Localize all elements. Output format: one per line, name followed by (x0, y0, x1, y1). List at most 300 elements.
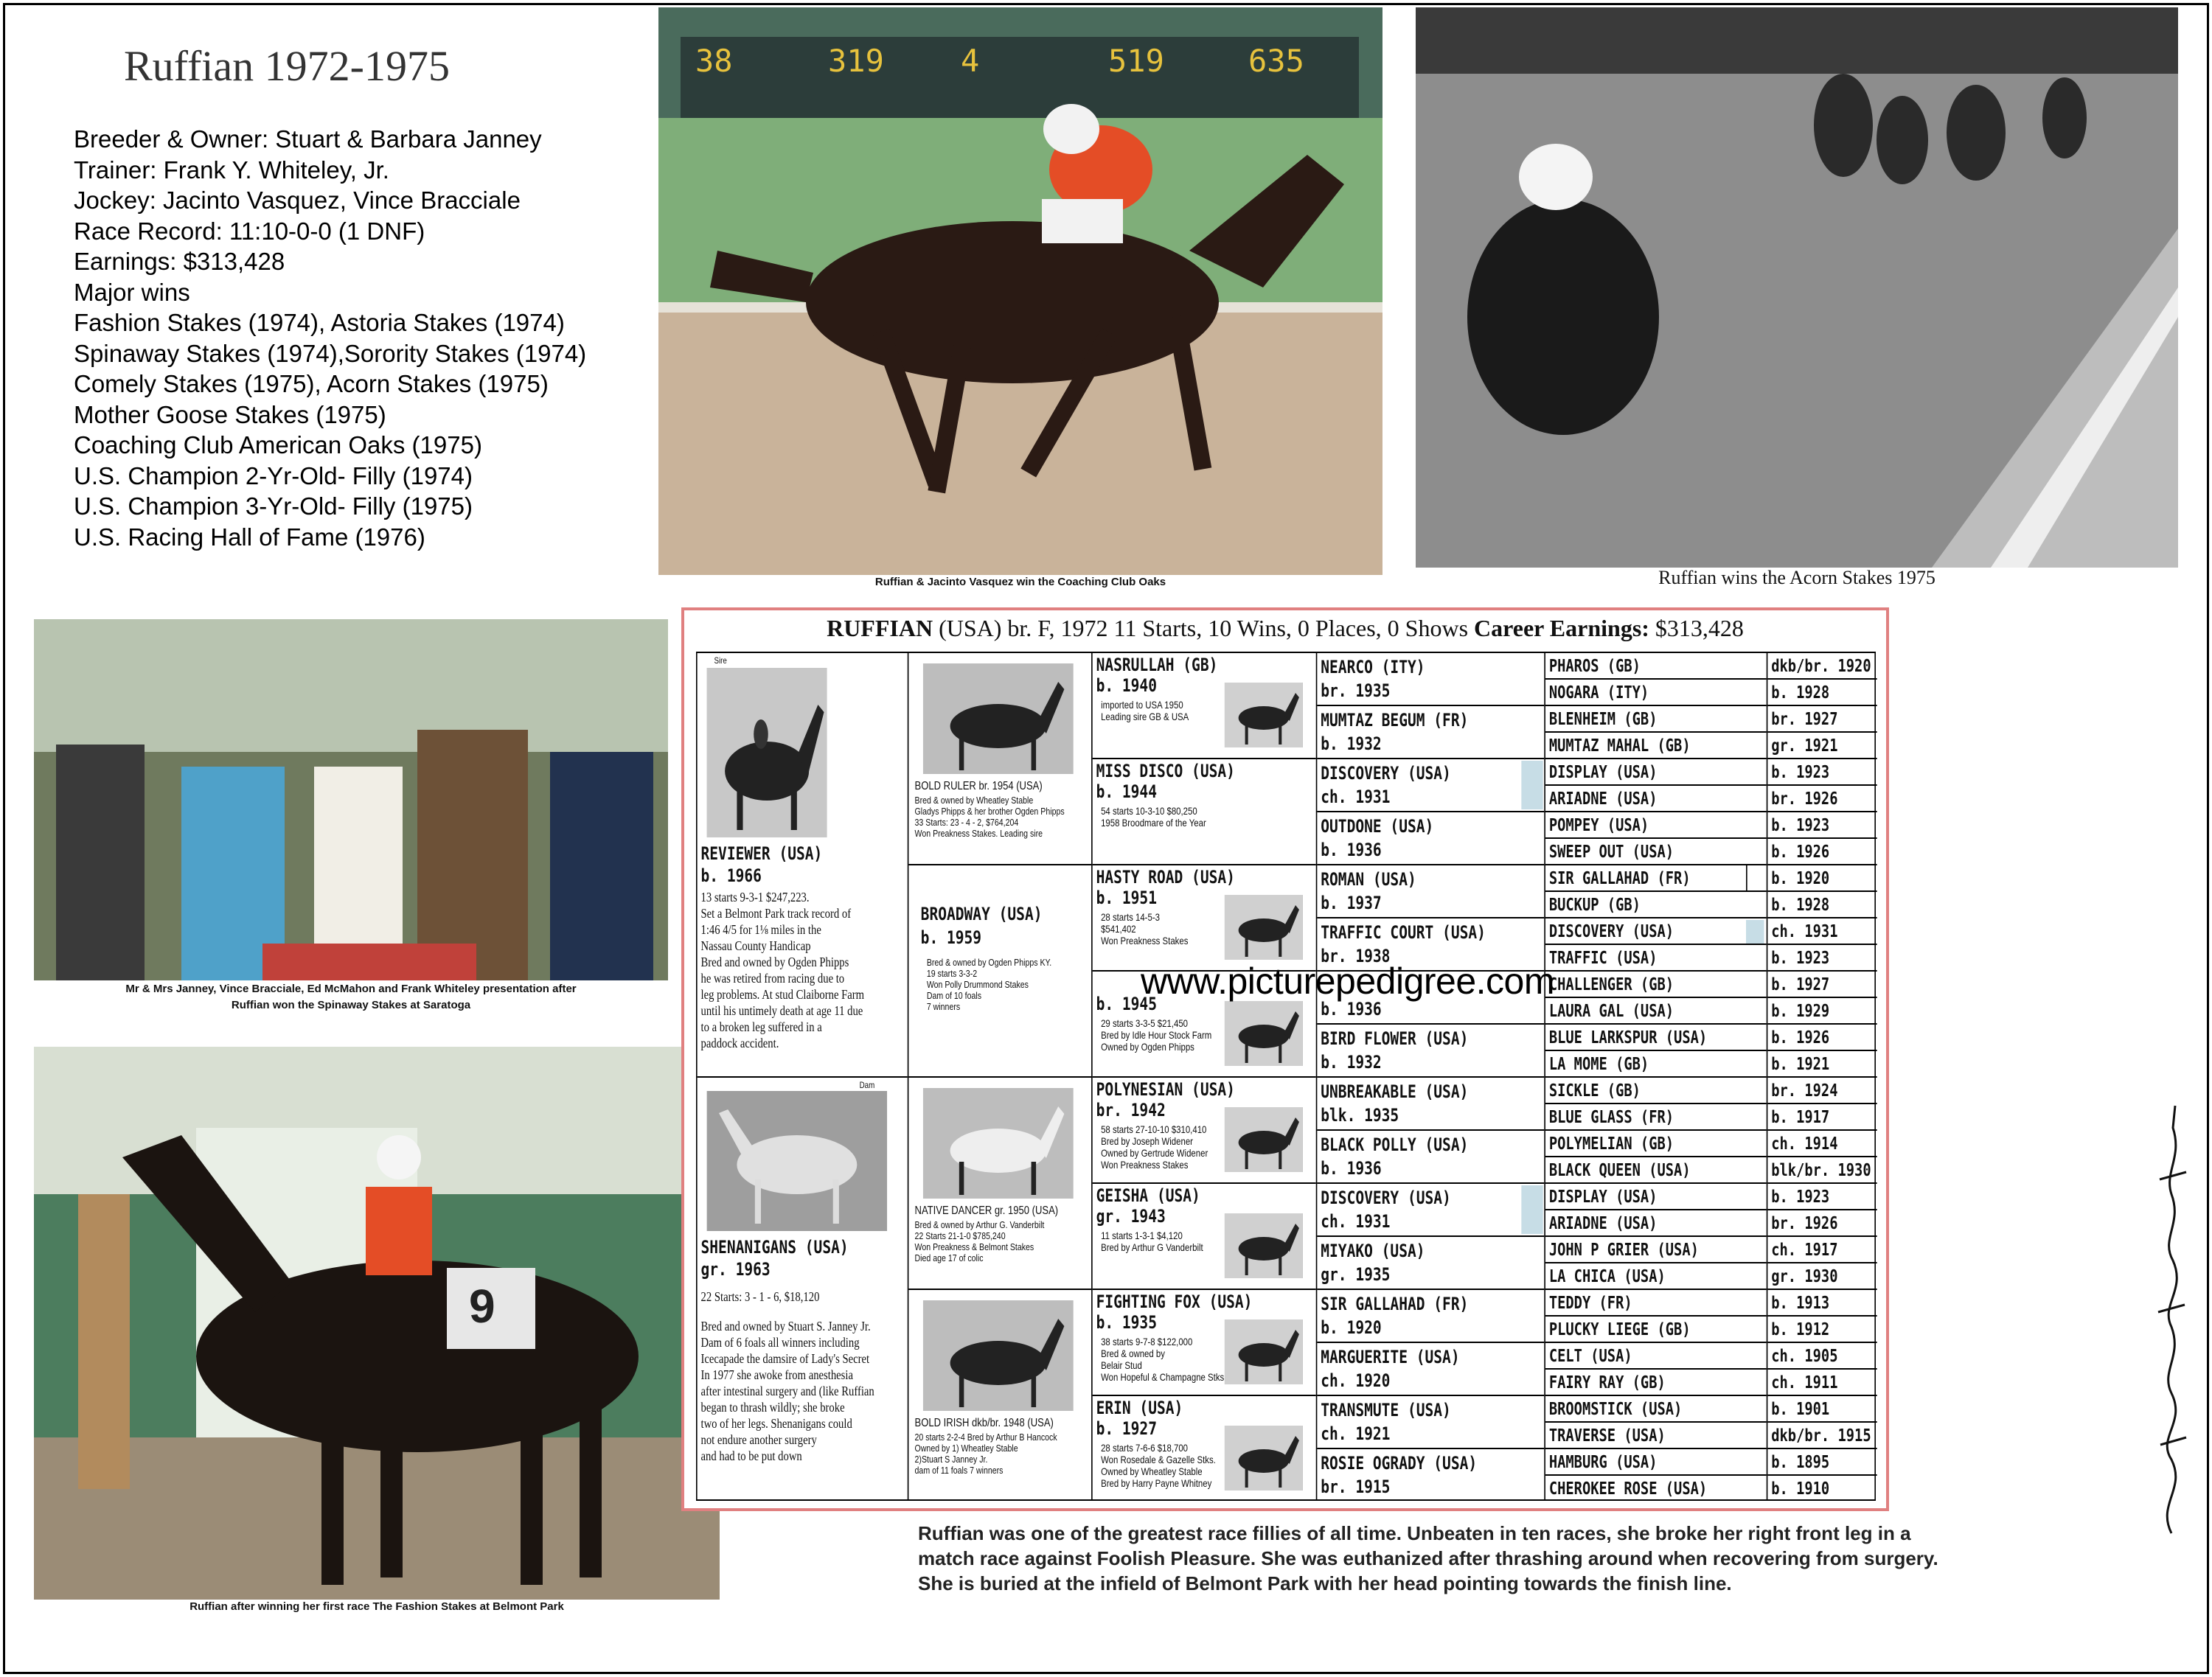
ancestor-photo (1225, 1001, 1303, 1066)
ancestor-photo (1225, 895, 1303, 960)
spinaway-presentation-photo (34, 619, 668, 980)
sire-label: Sire (714, 655, 727, 666)
gen5-name-row (1545, 865, 1767, 892)
ancestor-year: b. 1935 (1096, 1312, 1157, 1333)
note-line: Dam of 6 foals all winners including (700, 1335, 860, 1350)
gen5-name-row (1545, 998, 1767, 1025)
gen5-name-row (1545, 1078, 1767, 1104)
gen4-cell (1317, 1290, 1544, 1343)
gen5-name-row (1545, 1317, 1767, 1343)
gen5-name-row (1545, 1237, 1767, 1263)
ancestor-name: LAURA GAL (USA) (1548, 1002, 1674, 1021)
ancestor-name: BUCKUP (GB) (1548, 896, 1641, 915)
note-line: until his untimely death at age 11 due (700, 1003, 863, 1018)
ancestor-name: DISPLAY (USA) (1548, 763, 1658, 782)
note-line: 2)Stuart S Janney Jr. (914, 1454, 988, 1465)
gen5-row (1767, 680, 1877, 706)
ancestor-name: TRAFFIC COURT (USA) (1321, 922, 1486, 943)
ancestor-year: ch. 1931 (1321, 787, 1391, 807)
ancestor-photo (923, 663, 1074, 774)
ancestor-year: b. 1937 (1321, 893, 1382, 913)
dam-notes (701, 1318, 905, 1464)
ancestor-name: LA MOME (GB) (1548, 1055, 1649, 1074)
gen3-cell (1093, 1184, 1316, 1290)
ancestor-name: ERIN (USA) (1096, 1398, 1183, 1418)
ancestor-notes (915, 1219, 1045, 1263)
ancestor-year: b. 1926 (1771, 843, 1830, 862)
gen5-name-row (1545, 1370, 1767, 1396)
ancestor-year: b. 1959 (920, 927, 982, 948)
ancestor-name: BLUE GLASS (FR) (1548, 1108, 1674, 1127)
info-line: Race Record: 11:10-0-0 (1 DNF) (74, 217, 425, 245)
earnings-value: $313,428 (1649, 615, 1744, 641)
ancestor-year: ch. 1914 (1771, 1134, 1838, 1154)
ancestor-name: BLACK POLLY (USA) (1321, 1134, 1469, 1155)
ancestor-name: CELT (USA) (1548, 1347, 1632, 1366)
scoreboard-3: 4 (961, 43, 980, 79)
note-line: 28 starts 14-5-3 (1101, 911, 1160, 923)
gen5-row (1767, 1449, 1877, 1476)
gen5-row (1767, 1476, 1877, 1502)
note-line: Owned by Ogden Phipps (1101, 1041, 1194, 1053)
note-line: dam of 11 foals 7 winners (914, 1465, 1004, 1476)
ancestor-photo (923, 1088, 1074, 1199)
ancestor-year: b. 1910 (1771, 1479, 1830, 1499)
gen5-name-row (1545, 1290, 1767, 1317)
ancestor-year: b. 1923 (1771, 816, 1830, 835)
ancestor-name: ARIADNE (USA) (1548, 789, 1658, 809)
ancestor-name: ROSIE OGRADY (USA) (1321, 1453, 1478, 1474)
info-line: U.S. Champion 3-Yr-Old- Filly (1975) (74, 492, 473, 520)
saddle-cloth-number: 9 (469, 1280, 495, 1333)
note-line: 58 starts 27-10-10 $310,410 (1101, 1123, 1207, 1135)
gen5-row (1767, 1263, 1877, 1290)
gen4-cell (1317, 706, 1544, 759)
gen5-name-row (1545, 653, 1767, 680)
dam-photo (707, 1091, 887, 1231)
ancestor-notes (915, 1432, 1057, 1476)
gen5-name-row (1545, 945, 1767, 972)
note-line: Bred and owned by Stuart S. Janney Jr. (700, 1319, 871, 1333)
gen5-column (1767, 653, 1877, 1499)
ancestor-name: TEDDY (FR) (1548, 1294, 1632, 1313)
ancestor-year: b. 1926 (1771, 1028, 1830, 1047)
gen5-names-column (1545, 653, 1767, 1499)
ancestor-year: ch. 1917 (1771, 1241, 1838, 1260)
dam-name: SHENANIGANS (USA) (700, 1237, 849, 1258)
gen2-cell (908, 653, 1091, 865)
ancestor-name: DISCOVERY (USA) (1321, 763, 1451, 784)
ancestor-name: PHAROS (GB) (1548, 657, 1641, 676)
ancestor-name: OUTDONE (USA) (1321, 816, 1434, 837)
ancestor-name: TRAFFIC (USA) (1548, 949, 1658, 968)
gen2-cell (908, 1078, 1091, 1290)
ancestor-name: NEARCO (ITY) (1321, 657, 1425, 677)
info-line: Fashion Stakes (1974), Astoria Stakes (1974) (74, 309, 565, 336)
duplicate-marker (1746, 920, 1764, 944)
note-line: leg problems. At stud Claiborne Farm (700, 987, 865, 1002)
dam-year: gr. 1963 (700, 1259, 771, 1280)
ancestor-year: gr. 1930 (1771, 1267, 1838, 1286)
note-line: 1:46 4/5 for 1⅛ miles in the (700, 922, 821, 937)
note-line: began to thrash wildly; she broke (700, 1400, 845, 1415)
ancestor-name: SICKLE (GB) (1548, 1081, 1641, 1101)
gen5-name-row (1545, 839, 1767, 865)
gen5-name-row (1545, 812, 1767, 839)
note-line: Owned by 1) Wheatley Stable (914, 1443, 1018, 1454)
ancestor-notes (1101, 1442, 1216, 1489)
sire-name: REVIEWER (USA) (700, 843, 823, 864)
ancestor-name: ARIADNE (USA) (1548, 1214, 1658, 1233)
gen5-row (1767, 998, 1877, 1025)
note-line: not endure another surgery (700, 1432, 817, 1447)
pedigree-chart (681, 607, 1889, 1511)
gen5-row (1767, 1025, 1877, 1051)
horse-summary: (USA) br. F, 1972 11 Starts, 10 Wins, 0 Places, 0 Shows (933, 615, 1475, 641)
photo3-caption-line2: Ruffian won the Spinaway Stakes at Saratoga (231, 999, 471, 1011)
ancestor-photo (1225, 1107, 1303, 1172)
gen5-name-row (1545, 1104, 1767, 1131)
ancestor-name: POMPEY (USA) (1548, 816, 1649, 835)
ancestor-year: b. 1932 (1321, 733, 1382, 754)
gen4-column (1317, 653, 1545, 1499)
note-line: and had to be put down (700, 1448, 802, 1463)
gen5-row (1767, 759, 1877, 786)
ancestor-year: b. 1936 (1321, 840, 1382, 860)
ancestor-year: b. 1928 (1771, 683, 1830, 702)
ancestor-notes (1101, 699, 1189, 722)
ancestor-name: POLYMELIAN (GB) (1548, 1134, 1674, 1154)
note-line: $541,402 (1101, 923, 1136, 935)
note-line: Won Preakness Stakes (1101, 935, 1189, 946)
ancestor-name: FIGHTING FOX (USA) (1096, 1291, 1253, 1312)
gen5-name-row (1545, 1210, 1767, 1237)
ancestor-name: MISS DISCO (USA) (1096, 761, 1235, 781)
gen5-row (1767, 865, 1877, 892)
ancestor-year: b. 1923 (1771, 763, 1830, 782)
ancestor-year: gr. 1943 (1096, 1206, 1166, 1227)
ancestor-name: NOGARA (ITY) (1548, 683, 1649, 702)
gen2-cell (908, 1290, 1091, 1502)
ancestor-name: PLUCKY LIEGE (GB) (1548, 1320, 1691, 1339)
note-line: Bred & owned by Arthur G. Vanderbilt (914, 1219, 1045, 1230)
ancestor-year: b. 1936 (1321, 999, 1382, 1019)
ancestor-year: br. 1935 (1321, 680, 1391, 701)
ancestor-year: blk/br. 1930 (1771, 1161, 1871, 1180)
note-line: In 1977 she awoke from anesthesia (700, 1367, 853, 1382)
ancestor-year: ch. 1931 (1771, 922, 1838, 941)
ancestor-notes (1101, 1123, 1208, 1171)
ancestor-year: b. 1920 (1771, 869, 1830, 888)
ancestor-name: NASRULLAH (GB) (1096, 655, 1218, 675)
gen5-row (1767, 972, 1877, 998)
duplicate-marker (1521, 1185, 1543, 1234)
ancestor-name: TRANSMUTE (USA) (1321, 1400, 1451, 1420)
info-line: U.S. Racing Hall of Fame (1976) (74, 523, 425, 551)
note-line: Bred by Harry Payne Whitney (1101, 1477, 1212, 1489)
gen5-name-row (1545, 1396, 1767, 1423)
info-line: Major wins (74, 278, 190, 306)
gen5-name-row (1545, 1025, 1767, 1051)
ancestor-year: b. 1945 (1096, 994, 1157, 1014)
gen5-row (1767, 1423, 1877, 1449)
gen4-cell (1317, 653, 1544, 706)
note-line: 11 starts 1-3-1 $4,120 (1101, 1230, 1183, 1241)
gen5-name-row (1545, 680, 1767, 706)
ancestor-year: br. 1938 (1321, 946, 1391, 966)
ancestor-year: b. 1928 (1771, 896, 1830, 915)
gen5-row (1767, 839, 1877, 865)
sire-photo (707, 668, 827, 837)
gen5-name-row (1545, 972, 1767, 998)
ancestor-name: LA CHICA (USA) (1548, 1267, 1666, 1286)
ancestor-year: blk. 1935 (1321, 1105, 1399, 1126)
sire-year: b. 1966 (700, 865, 762, 886)
note-line: Bred by Arthur G Vanderbilt (1101, 1241, 1203, 1253)
scoreboard-2: 319 (828, 43, 884, 79)
ancestor-year: b. 1895 (1771, 1453, 1830, 1472)
gen5-row (1767, 918, 1877, 945)
note-line: 28 starts 7-6-6 $18,700 (1101, 1442, 1189, 1454)
ancestor-year: b. 1940 (1096, 675, 1157, 696)
ancestor-year: br. 1926 (1771, 789, 1838, 809)
info-line: Breeder & Owner: Stuart & Barbara Janney (74, 125, 542, 153)
ancestor-name: DISCOVERY (USA) (1321, 1188, 1451, 1208)
ancestor-name: MARGUERITE (USA) (1321, 1347, 1460, 1367)
ancestor-name: FAIRY RAY (GB) (1548, 1373, 1666, 1392)
gen5-name-row (1545, 1449, 1767, 1476)
ancestor-year: b. 1951 (1096, 888, 1157, 908)
note-line: Bred & owned by Wheatley Stable (914, 795, 1034, 806)
note-line: Won Preakness Stakes. Leading sire (914, 828, 1043, 839)
gen5-row (1767, 1370, 1877, 1396)
gen5-name-row (1545, 1423, 1767, 1449)
ancestor-year: br. 1915 (1321, 1476, 1391, 1497)
info-line: U.S. Champion 2-Yr-Old- Filly (1974) (74, 461, 473, 489)
coaching-club-oaks-photo (658, 7, 1382, 575)
note-line: 1958 Broodmare of the Year (1101, 817, 1206, 829)
ancestor-year: b. 1936 (1321, 1158, 1382, 1179)
handwritten-signature (2142, 1091, 2201, 1548)
gen4-cell (1317, 1396, 1544, 1449)
gen5-name-row (1545, 733, 1767, 759)
note-line: 29 starts 3-3-5 $21,450 (1101, 1017, 1189, 1029)
ancestor-name: DISCOVERY (USA) (1548, 922, 1674, 941)
ancestor-notes (1101, 1336, 1224, 1383)
ancestor-title: BROADWAY (USA) (920, 904, 1043, 924)
note-line: imported to USA 1950 (1101, 699, 1183, 711)
ancestor-name: HAMBURG (USA) (1548, 1453, 1658, 1472)
ancestor-year: dkb/br. 1915 (1771, 1426, 1871, 1446)
gen5-row (1767, 812, 1877, 839)
ancestor-name: SWEEP OUT (USA) (1548, 843, 1674, 862)
photo2-caption: Ruffian wins the Acorn Stakes 1975 (1658, 567, 1935, 588)
dam-label: Dam (859, 1080, 875, 1090)
ancestor-photo (1225, 683, 1303, 747)
ancestor-photo (1225, 1213, 1303, 1278)
gen5-name-row (1545, 1263, 1767, 1290)
ancestor-name: BROOMSTICK (USA) (1548, 1400, 1683, 1419)
ancestor-year: ch. 1905 (1771, 1347, 1838, 1366)
ancestor-name: SIR GALLAHAD (FR) (1321, 1294, 1469, 1314)
ancestor-year: gr. 1921 (1771, 736, 1838, 756)
ancestor-notes (1101, 911, 1188, 946)
gen5-name-row (1545, 1476, 1767, 1502)
ancestor-year: b. 1927 (1096, 1418, 1157, 1439)
ancestor-year: b. 1944 (1096, 781, 1157, 802)
ancestor-year: br. 1926 (1771, 1214, 1838, 1233)
gen3-cell (1093, 653, 1316, 759)
info-line: Jockey: Jacinto Vasquez, Vince Bracciale (74, 186, 521, 214)
note-line: Gladys Phipps & her brother Ogden Phipps (914, 806, 1065, 817)
gen3-cell (1093, 1396, 1316, 1502)
photo1-caption: Ruffian & Jacinto Vasquez win the Coaching Club Oaks (874, 576, 1166, 588)
note-line: two of her legs. Shenanigans could (700, 1416, 852, 1431)
note-line: Owned by Wheatley Stable (1101, 1465, 1203, 1477)
gen5-row (1767, 1184, 1877, 1210)
info-line: Comely Stakes (1975), Acorn Stakes (1975) (74, 370, 549, 397)
gen5-row (1767, 1290, 1877, 1317)
horse-name: RUFFIAN (827, 615, 933, 641)
gen4-cell (1317, 1184, 1544, 1237)
gen5-row (1767, 892, 1877, 918)
ancestor-year: br. 1924 (1771, 1081, 1838, 1101)
ancestor-name: CHALLENGER (GB) (1548, 975, 1674, 994)
ancestor-name: BLENHEIM (GB) (1548, 710, 1658, 729)
note-line: 20 starts 2-2-4 Bred by Arthur B Hancock (914, 1432, 1057, 1443)
gen3-cell (1093, 865, 1316, 972)
note-line: Died age 17 of colic (914, 1252, 984, 1263)
ancestor-year: ch. 1931 (1321, 1211, 1391, 1232)
gen5-name-row (1545, 892, 1767, 918)
gen5-row (1767, 1396, 1877, 1423)
fashion-stakes-photo (34, 1047, 720, 1600)
note-line: Leading sire GB & USA (1101, 711, 1189, 722)
sire-cell (698, 653, 908, 1078)
note-line: Bred & owned by Ogden Phipps KY. (926, 957, 1052, 968)
ancestor-year: gr. 1935 (1321, 1264, 1391, 1285)
ancestor-name: POLYNESIAN (USA) (1096, 1079, 1235, 1100)
ancestor-name: HASTY ROAD (USA) (1096, 867, 1235, 888)
info-line: Mother Goose Stakes (1975) (74, 400, 386, 428)
scoreboard-5: 635 (1248, 43, 1304, 79)
ancestor-name: GEISHA (USA) (1096, 1185, 1200, 1206)
ancestor-year: ch. 1921 (1321, 1423, 1391, 1444)
gen4-cell (1317, 1449, 1544, 1502)
ancestor-year: ch. 1911 (1771, 1373, 1838, 1392)
info-line: Earnings: $313,428 (74, 248, 285, 275)
gen5-name-row (1545, 1343, 1767, 1370)
note-line: Icecapade the damsire of Lady's Secret (700, 1351, 870, 1366)
note-line: Set a Belmont Park track record of (700, 906, 852, 921)
earnings-label: Career Earnings: (1474, 615, 1649, 641)
watermark: www.picturepedigree.com (1141, 960, 1554, 1002)
ancestor-photo (1225, 1319, 1303, 1384)
gen4-cell (1317, 759, 1544, 812)
note-line: 33 Starts: 23 - 4 - 2, $764,204 (914, 817, 1019, 828)
ancestor-name: MUMTAZ MAHAL (GB) (1548, 736, 1691, 756)
ancestor-name: DISPLAY (USA) (1548, 1188, 1658, 1207)
note-line: Bred and owned by Ogden Phipps (700, 955, 849, 969)
page-title: Ruffian 1972-1975 (124, 42, 450, 90)
ancestor-name: BIRD FLOWER (USA) (1321, 1028, 1469, 1049)
ancestor-name: MIYAKO (USA) (1321, 1241, 1425, 1261)
ancestor-year: ch. 1920 (1321, 1370, 1391, 1391)
gen4-cell (1317, 1078, 1544, 1131)
gen5-name-row (1545, 1157, 1767, 1184)
ancestor-year: b. 1917 (1771, 1108, 1830, 1127)
note-line: 38 starts 9-7-8 $122,000 (1101, 1336, 1193, 1347)
acorn-stakes-photo (1416, 7, 2178, 568)
gen3-cell (1093, 759, 1316, 865)
gen5-row (1767, 786, 1877, 812)
ancestor-year: b. 1921 (1771, 1055, 1830, 1074)
gen4-cell (1317, 812, 1544, 865)
ancestor-notes (1101, 1017, 1211, 1053)
note-line: he was retired from racing due to (700, 971, 845, 986)
note-line: Belair Stud (1101, 1359, 1142, 1371)
ancestor-year: b. 1929 (1771, 1002, 1830, 1021)
note-line: Nassau County Handicap (700, 938, 811, 953)
pedigree-header (684, 615, 1886, 642)
ancestor-year: dkb/br. 1920 (1771, 657, 1871, 676)
gen2-cell (908, 865, 1091, 1078)
note-line: 19 starts 3-3-2 (926, 968, 978, 979)
photo4-caption: Ruffian after winning her first race The Fashion Stakes at Belmont Park (189, 1600, 564, 1613)
note-line: Bred by Joseph Widener (1101, 1135, 1193, 1147)
gen4-cell (1317, 1343, 1544, 1396)
ancestor-name: TRAVERSE (USA) (1548, 1426, 1666, 1446)
note-line: Won Polly Drummond Stakes (926, 979, 1029, 990)
gen5-row (1767, 1237, 1877, 1263)
pedigree-grid (696, 652, 1876, 1501)
ancestor-name: UNBREAKABLE (USA) (1321, 1081, 1469, 1102)
gen5-row (1767, 1078, 1877, 1104)
gen3-column (1093, 653, 1318, 1499)
ancestor-year: br. 1927 (1771, 710, 1838, 729)
ancestor-year: br. 1942 (1096, 1100, 1166, 1120)
gen5-row (1767, 653, 1877, 680)
ancestor-year: b. 1932 (1321, 1052, 1382, 1073)
info-line: Spinaway Stakes (1974),Sorority Stakes (1974) (74, 339, 587, 367)
gen5-row (1767, 733, 1877, 759)
gen5-row (1767, 1131, 1877, 1157)
gen2-column (908, 653, 1092, 1499)
gen5-row (1767, 1210, 1877, 1237)
ancestor-name: CHEROKEE ROSE (USA) (1548, 1479, 1708, 1499)
note-line: Dam of 10 foals (926, 990, 982, 1001)
ancestor-year: b. 1923 (1771, 1188, 1830, 1207)
ancestor-name: BLACK QUEEN (USA) (1548, 1161, 1691, 1180)
gen5-row (1767, 1104, 1877, 1131)
ancestor-year: b. 1927 (1771, 975, 1830, 994)
gen4-cell (1317, 1131, 1544, 1184)
photo3-caption-line1: Mr & Mrs Janney, Vince Bracciale, Ed McMahon and Frank Whiteley presentation after (125, 983, 577, 995)
ancestor-year: b. 1923 (1771, 949, 1830, 968)
gen5-name-row (1545, 1131, 1767, 1157)
gen5-name-row (1545, 1184, 1767, 1210)
note-line: 7 winners (926, 1001, 961, 1012)
dam-cell (698, 1078, 908, 1502)
dam-record: 22 Starts: 3 - 1 - 6, $18,120 (700, 1289, 820, 1304)
gen1-column (698, 653, 909, 1499)
gen5-name-row (1545, 918, 1767, 945)
note-line: Bred by Idle Hour Stock Farm (1101, 1029, 1212, 1041)
info-line: Coaching Club American Oaks (1975) (74, 431, 482, 459)
ancestor-year: b. 1912 (1771, 1320, 1830, 1339)
gen5-name-row (1545, 786, 1767, 812)
ancestor-name: MUMTAZ BEGUM (FR) (1321, 710, 1469, 731)
